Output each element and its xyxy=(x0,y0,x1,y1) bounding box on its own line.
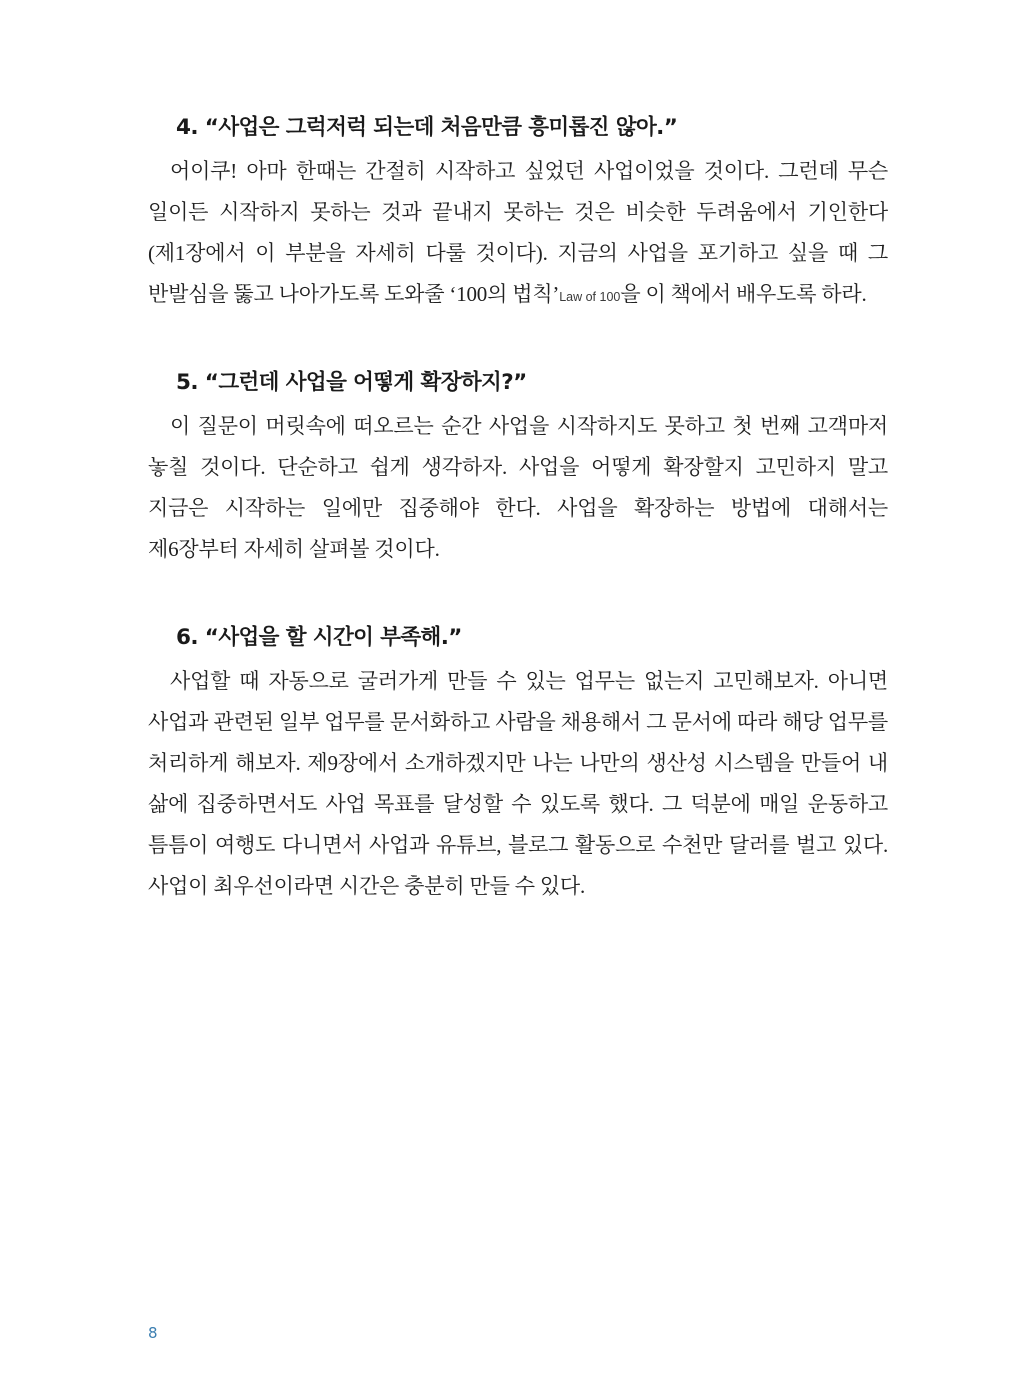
section-5-heading: 5. “그런데 사업을 어떻게 확장하지?” xyxy=(176,369,527,395)
section-4-paragraph-part1: 어이쿠! 아마 한때는 간절히 시작하고 싶었던 사업이었을 것이다. 그런데 무슨 일이든 시작하지 못하는 것과 끝내지 못하는 것은 비슷한 두려움에서 기인한다(제1장에서 이 부분을 자세히 다룰 것이다). 지금의 사업을 포기하고 싶을 때 그 반발심을 뚫고 나아가도록 도와줄 ‘100의 법칙’ xyxy=(148,159,888,306)
page-number: 8 xyxy=(148,1324,158,1342)
section-4-paragraph-superscript: Law of 100 xyxy=(559,289,621,304)
section-6-heading: 6. “사업을 할 시간이 부족해.” xyxy=(176,624,462,650)
section-4-paragraph-part2: 을 이 책에서 배우도록 하라. xyxy=(620,281,867,306)
section-6 xyxy=(148,622,888,907)
section-4 xyxy=(148,112,888,315)
section-5-paragraph-part1: 이 질문이 머릿속에 떠오르는 순간 사업을 시작하지도 못하고 첫 번째 고객마저 놓칠 것이다. 단순하고 쉽게 생각하자. 사업을 어떻게 확장할지 고민하지 말고 지금은 시작하는 일에만 집중해야 한다. 사업을 확장하는 방법에 대해서는 제6장부터 자세히 살펴볼 것이다. xyxy=(148,414,888,561)
section-6-paragraph xyxy=(148,661,888,907)
section-5 xyxy=(148,367,888,570)
section-6-paragraph-part1: 사업할 때 자동으로 굴러가게 만들 수 있는 업무는 없는지 고민해보자. 아니면 사업과 관련된 일부 업무를 문서화하고 사람을 채용해서 그 문서에 따라 해당 업무를 처리하게 해보자. 제9장에서 소개하겠지만 나는 나만의 생산성 시스템을 만들어 내 삶에 집중하면서도 사업 목표를 달성할 수 있도록 했다. 그 덕분에 매일 운동하고 틈틈이 여행도 다니면서 사업과 유튜브, 블로그 활동으로 수천만 달러를 벌고 있다. 사업이 최우선이라면 시간은 충분히 만들 수 있다. xyxy=(148,669,888,898)
page-content xyxy=(148,112,888,907)
section-4-heading: 4. “사업은 그럭저럭 되는데 처음만큼 흥미롭진 않아.” xyxy=(176,115,678,140)
section-4-paragraph xyxy=(148,151,888,315)
section-5-paragraph xyxy=(148,406,888,570)
